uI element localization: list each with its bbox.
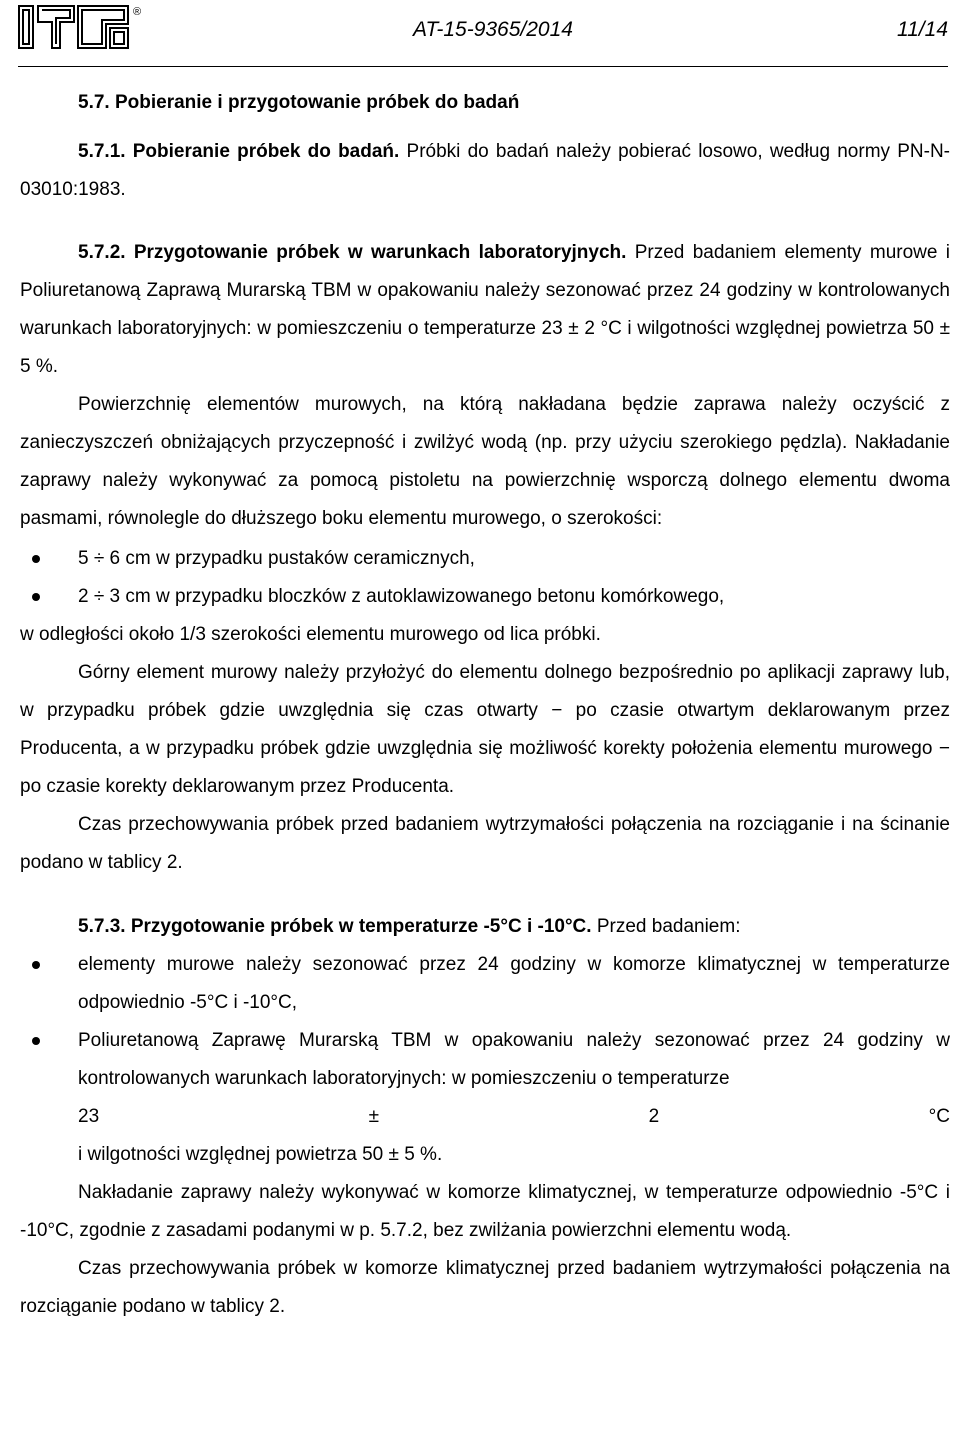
- tolerance-value: 2: [648, 1106, 660, 1127]
- list-item: 5 ÷ 6 cm w przypadku pustaków ceramicznych,: [20, 540, 950, 578]
- temperature-unit: °C: [928, 1106, 950, 1127]
- section-5-7-1-title: 5.7.1. Pobieranie próbek do badań.: [78, 141, 400, 162]
- section-5-7-2: [20, 234, 950, 386]
- temperature-value: 23: [78, 1106, 100, 1127]
- seasoning-list: [20, 946, 950, 1098]
- section-5-7-3-text: Przed badaniem:: [591, 916, 741, 937]
- section-5-7-2-title: 5.7.2. Przygotowanie próbek w warunkach laboratoryjnych.: [78, 242, 627, 263]
- list-item: [20, 1022, 950, 1098]
- width-list: [20, 540, 950, 616]
- section-5-7-1: [20, 133, 950, 209]
- plus-minus-sign: ±: [368, 1106, 380, 1127]
- section-5-7-2-paragraph-storage: Czas przechowywania próbek przed badaniem wytrzymałości połączenia na rozciąganie i na ścinanie podano w tablicy 2.: [20, 814, 950, 873]
- humidity-line: i wilgotności względnej powietrza 50 ± 5 %.: [78, 1144, 443, 1165]
- temperature-line: [20, 1098, 950, 1136]
- section-5-7-3-paragraph-storage: Czas przechowywania próbek w komorze klimatycznej przed badaniem wytrzymałości połączenia na rozciąganie podano w tablicy 2.: [20, 1258, 950, 1317]
- section-5-7-2-paragraph-surface: Powierzchnię elementów murowych, na którą nakładana będzie zaprawa należy oczyścić z zanieczyszczeń obniżających przyczepność i zwilżyć wodą (np. przy użyciu szerokiego pędzla). Nakładanie zaprawy należy wykonywać za pomocą pistoletu na powierzchnię wsporczą dolnego elementu dwoma pasmami, równolegle do dłuższego boku elementu murowego, o szerokości:: [20, 394, 950, 529]
- page-header: [18, 4, 948, 56]
- document-body: [20, 88, 950, 1326]
- section-5-7-2-paragraph-distance: w odległości około 1/3 szerokości elementu murowego od lica próbki.: [20, 624, 601, 645]
- svg-text:®: ®: [133, 6, 142, 18]
- list-item: 2 ÷ 3 cm w przypadku bloczków z autoklawizowanego betonu komórkowego,: [20, 578, 950, 616]
- document-number: AT-15-9365/2014: [413, 18, 573, 41]
- list-item: elementy murowe należy sezonować przez 24 godziny w komorze klimatycznej w temperaturze odpowiednio -5°C i -10°C,: [20, 946, 950, 1022]
- section-5-7-2-paragraph-top-element: Górny element murowy należy przyłożyć do elementu dolnego bezpośrednio po aplikacji zaprawy lub, w przypadku próbek gdzie uwzględnia się czas otwarty − po czasie otwartym deklarowanym przez Producenta, a w przypadku próbek gdzie uwzględnia się możliwość korekty położenia elementu murowego − po czasie korekty deklarowanym przez Producenta.: [20, 662, 950, 797]
- header-divider: [18, 66, 948, 67]
- section-5-7-3-title: 5.7.3. Przygotowanie próbek w temperaturze -5°C i -10°C.: [78, 916, 592, 937]
- section-5-7-3-paragraph-application: Nakładanie zaprawy należy wykonywać w komorze klimatycznej, w temperaturze odpowiednio -5°C i -10°C, zgodnie z zasadami podanymi w p. 5.7.2, bez zwilżania powierzchni elementu wodą.: [20, 1182, 950, 1241]
- list-item-text: Poliuretanową Zaprawę Murarską TBM w opakowaniu należy sezonować przez 24 godziny w kontrolowanych warunkach laboratoryjnych: w pomieszczeniu o temperaturze: [78, 1030, 950, 1089]
- section-5-7-2-text: Przed badaniem elementy murowe i Poliuretanową Zaprawą Murarską TBM w opakowaniu należy sezonować przez 24 godziny w kontrolowanych warunkach laboratoryjnych: w pomieszczeniu o temperaturze 23 ± 2 °C i wilgotności względnej powietrza 50 ± 5 %.: [20, 242, 950, 377]
- section-5-7-1-text: Próbki do badań należy pobierać losowo, według normy PN-N-03010:1983.: [20, 141, 951, 200]
- section-5-7-3: [20, 908, 950, 946]
- page-number: 11/14: [897, 18, 948, 41]
- section-5-7-title: 5.7. Pobieranie i przygotowanie próbek do badań: [78, 92, 520, 113]
- itb-logo-icon: [18, 4, 152, 50]
